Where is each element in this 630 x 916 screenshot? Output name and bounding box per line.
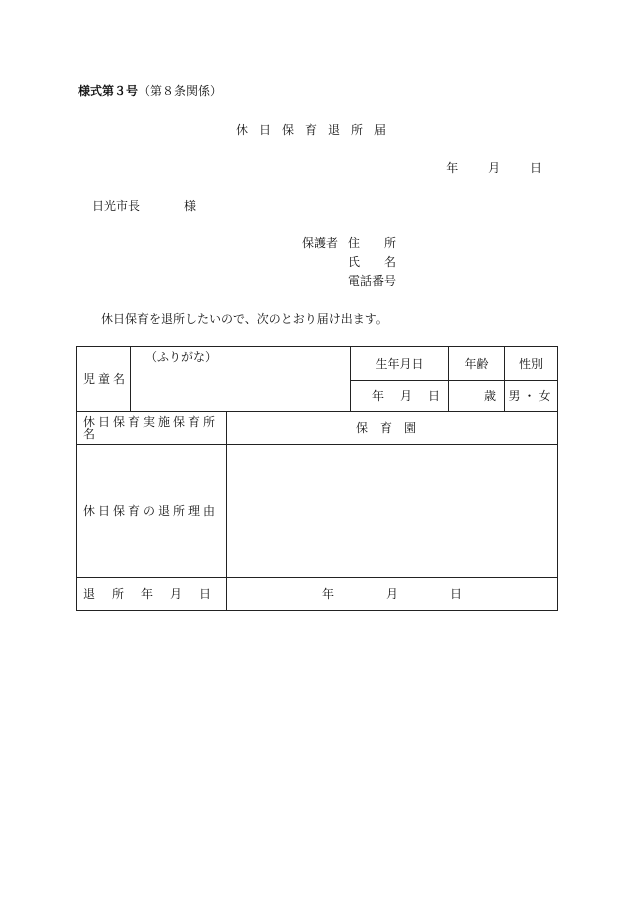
statement-text: 休日保育を退所したいので、次のとおり届け出ます。 — [101, 312, 388, 326]
submission-date — [0, 162, 542, 174]
birth-year-unit: 年 — [371, 389, 384, 403]
withdraw-char-5: 日 — [199, 587, 212, 601]
age-field[interactable] — [449, 381, 505, 412]
form-number — [78, 85, 222, 97]
guardian-heading: 保護者 — [302, 236, 339, 250]
form-relation: （第８条関係） — [138, 84, 223, 98]
birth-day-unit: 日 — [428, 389, 441, 403]
gender-label: 性別 — [505, 347, 558, 381]
reason-field[interactable] — [227, 445, 558, 578]
facility-label: 休日保育実施保育所名 — [77, 412, 227, 445]
furigana-label: （ふりがな） — [145, 350, 218, 364]
withdrawal-date-field[interactable] — [227, 578, 558, 611]
withdrawal-form-table — [76, 346, 558, 611]
withdraw-char-2: 所 — [112, 587, 125, 601]
withdraw-char-1: 退 — [83, 587, 96, 601]
addressee-honorific: 様 — [184, 199, 197, 213]
reason-label: 休日保育の退所理由 — [77, 445, 227, 578]
age-unit: 歳 — [484, 389, 497, 403]
facility-suffix: 保育園 — [356, 421, 429, 435]
document-title: 休日保育退所届 — [236, 123, 398, 137]
age-label: 年齢 — [449, 347, 505, 381]
form-number-label: 様式第３号 — [78, 84, 139, 98]
guardian-block — [302, 237, 408, 294]
addressee — [92, 200, 196, 212]
guardian-address-label: 住 所 — [348, 236, 397, 250]
birth-month-unit: 月 — [399, 389, 412, 403]
birth-date-label: 生年月日 — [351, 347, 449, 381]
date-year: 年 — [446, 161, 459, 175]
date-day: 日 — [529, 161, 542, 175]
withdraw-char-3: 年 — [141, 587, 154, 601]
addressee-name: 日光市長 — [92, 199, 141, 213]
child-name-label: 児童名 — [77, 347, 131, 412]
withdrawal-date-label — [77, 578, 227, 611]
date-month: 月 — [488, 161, 501, 175]
birth-date-field[interactable] — [351, 381, 449, 412]
guardian-phone-label: 電話番号 — [348, 274, 397, 288]
withdraw-year-unit: 年 — [321, 587, 334, 601]
withdraw-char-4: 月 — [170, 587, 183, 601]
withdraw-day-unit: 日 — [450, 587, 463, 601]
gender-field[interactable]: 男・女 — [505, 381, 558, 412]
facility-field[interactable] — [227, 412, 558, 445]
withdraw-month-unit: 月 — [386, 587, 399, 601]
guardian-name-label: 氏 名 — [348, 255, 397, 269]
child-name-field[interactable] — [131, 347, 351, 412]
